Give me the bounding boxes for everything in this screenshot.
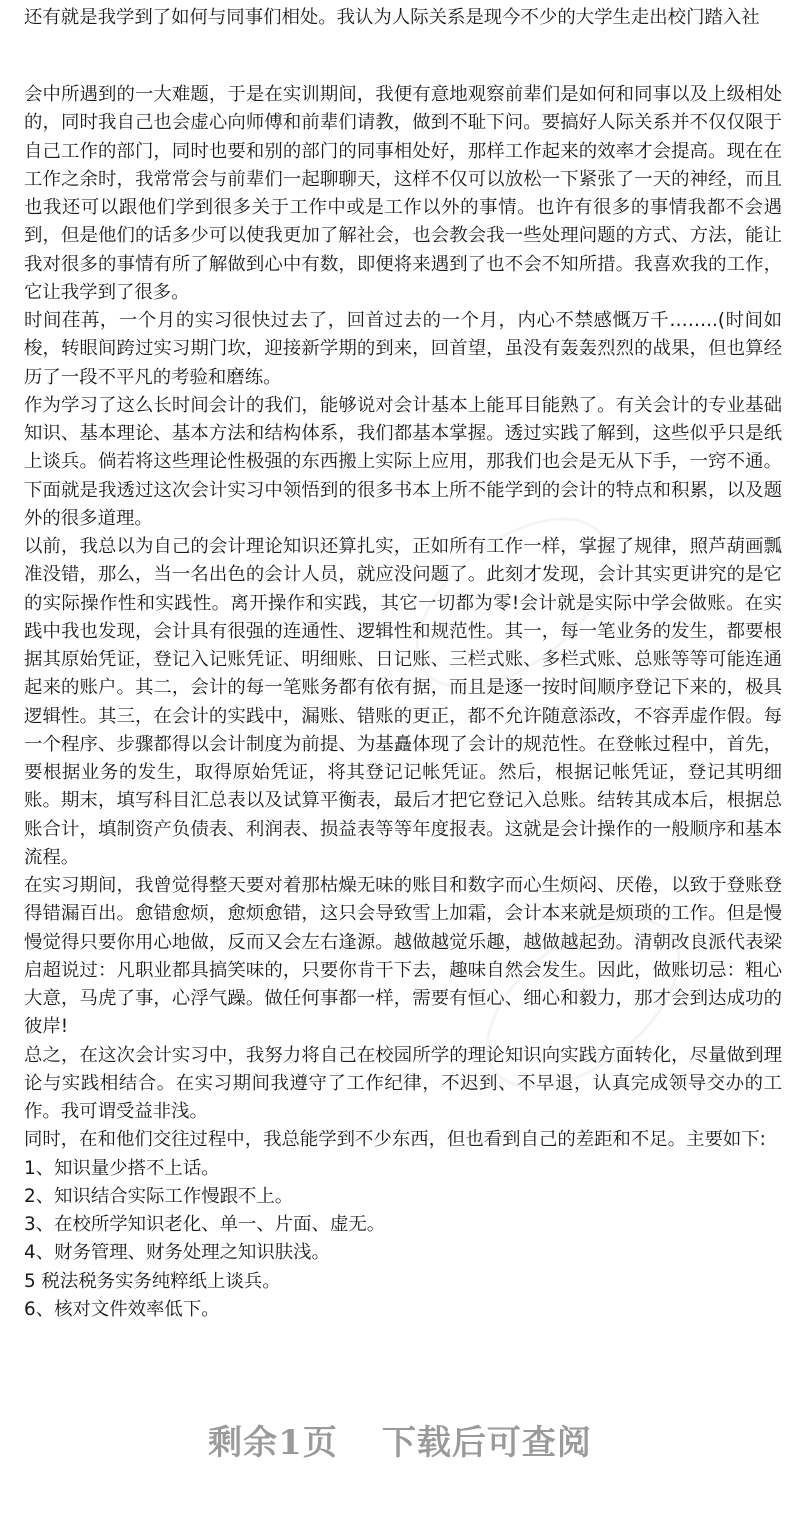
paragraph-summary: 总之，在这次会计实习中，我努力将自己在校园所学的理论知识向实践方面转化，尽量做到理论与实践相结合。在实习期间我遵守了工作纪律，不迟到、不早退，认真完成领导交办的工作。我可谓受益非浅。 (24, 1044, 782, 1122)
shortcomings-list (24, 1155, 782, 1325)
document-body (24, 81, 782, 1324)
list-item: 1、知识量少搭不上话。 (24, 1157, 220, 1179)
document-first-line: 还有就是我学到了如何与同事们相处。我认为人际关系是现今不少的大学生走出校门踏入社 (24, 7, 760, 28)
paragraph-interpersonal: 会中所遇到的一大难题，于是在实训期间，我便有意地观察前辈们是如何和同事以及上级相处的，同时我自己也会虚心向师傅和前辈们请教，做到不耻下问。要搞好人际关系并不仅仅限于自己工作的部门，同时也要和别的部门的同事相处好，那样工作起来的效率才会提高。现在在工作之余时，我常常会与前辈们一起聊聊天，这样不仅可以放松一下紧张了一天的神经，而且也我还可以跟他们学到很多关于工作中或是工作以外的事情。也许有很多的事情我都不会遇到，但是他们的话多少可以使我更加了解社会，也会教会我一些处理问题的方式、方法，能让我对很多的事情有所了解做到心中有数，即便将来遇到了也不会不知所措。我喜欢我的工作，它让我学到了很多。 (24, 84, 782, 303)
list-item: 4、财务管理、财务处理之知识肤浅。 (24, 1242, 330, 1264)
paragraph-internship-attitude: 在实习期间，我曾觉得整天要对着那枯燥无味的账目和数字而心生烦闷、厌倦，以致于登账登得错漏百出。愈错愈烦，愈烦愈错，这只会导致雪上加霜，会计本来就是烦琐的工作。但是慢慢觉得只要你用心地做，反而又会左右逢源。越做越觉乐趣，越做越起劲。清朝改良派代表梁启超说过：凡职业都具搞笑味的，只要你肯干下去，趣味自然会发生。因此，做账切忌：粗心大意，马虎了事，心浮气躁。做任何事都一样，需要有恒心、细心和毅力，那才会到达成功的彼岸! (24, 875, 782, 1038)
list-item: 5 税法税务实务纯粹纸上谈兵。 (24, 1270, 281, 1292)
paragraph-shortcomings-intro: 同时，在和他们交往过程中，我总能学到不少东西，但也看到自己的差距和不足。主要如下: (24, 1129, 766, 1151)
list-item: 2、知识结合实际工作慢跟不上。 (24, 1185, 294, 1207)
paragraph-accounting-practice: 以前，我总以为自己的会计理论知识还算扎实，正如所有工作一样，掌握了规律，照芦葫画瓢准没错，那么，当一名出色的会计人员，就应没问题了。此刻才发现，会计其实更讲究的是它的实际操作性和实践性。离开操作和实践，其它一切都为零!会计就是实际中学会做账。在实践中我也发现，会计具有很强的连通性、逻辑性和规范性。其一，每一笔业务的发生，都要根据其原始凭证，登记入记账凭证、明细账、日记账、三栏式账、多栏式账、总账等等可能连通起来的账户。其二，会计的每一笔账务都有依有据，而且是逐一按时间顺序登记下来的，极具逻辑性。其三，在会计的实践中，漏账、错账的更正，都不允许随意添改，不容弄虚作假。每一个程序、步骤都得以会计制度为前提、为基矗体现了会计的规范性。在登帐过程中，首先，要根据业务的发生，取得原始凭证，将其登记记帐凭证。然后，根据记帐凭证，登记其明细账。期末，填写科目汇总表以及试算平衡表，最后才把它登记入总账。结转其成本后，根据总账合计，填制资产负债表、利润表、损益表等等年度报表。这就是会计操作的一般顺序和基本流程。 (24, 536, 782, 868)
remaining-pages-label: 剩余1页 (208, 1423, 338, 1463)
list-item: 6、核对文件效率低下。 (24, 1298, 220, 1320)
download-prompt-label[interactable]: 下载后可查阅 (381, 1423, 592, 1463)
list-item: 3、在校所学知识老化、单一、片面、虚无。 (24, 1214, 386, 1235)
download-banner[interactable] (0, 1418, 800, 1468)
paragraph-time-passing: 时间荏苒，一个月的实习很快过去了，回首过去的一个月，内心不禁感慨万千……..(时间如梭，转眼间跨过实习期门坎，迎接新学期的到来，回首望，虽没有轰轰烈烈的战果，但也算经历了一段不平凡的考验和磨练。 (24, 310, 782, 388)
paragraph-accounting-basics: 作为学习了这么长时间会计的我们，能够说对会计基本上能耳目能熟了。有关会计的专业基础知识、基本理论、基本方法和结构体系，我们都基本掌握。透过实践了解到，这些似乎只是纸上谈兵。倘若将这些理论性极强的东西搬上实际上应用，那我们也会是无从下手，一窍不通。下面就是我透过这次会计实习中领悟到的很多书本上所不能学到的会计的特点和积累，以及题外的很多道理。 (24, 394, 782, 529)
